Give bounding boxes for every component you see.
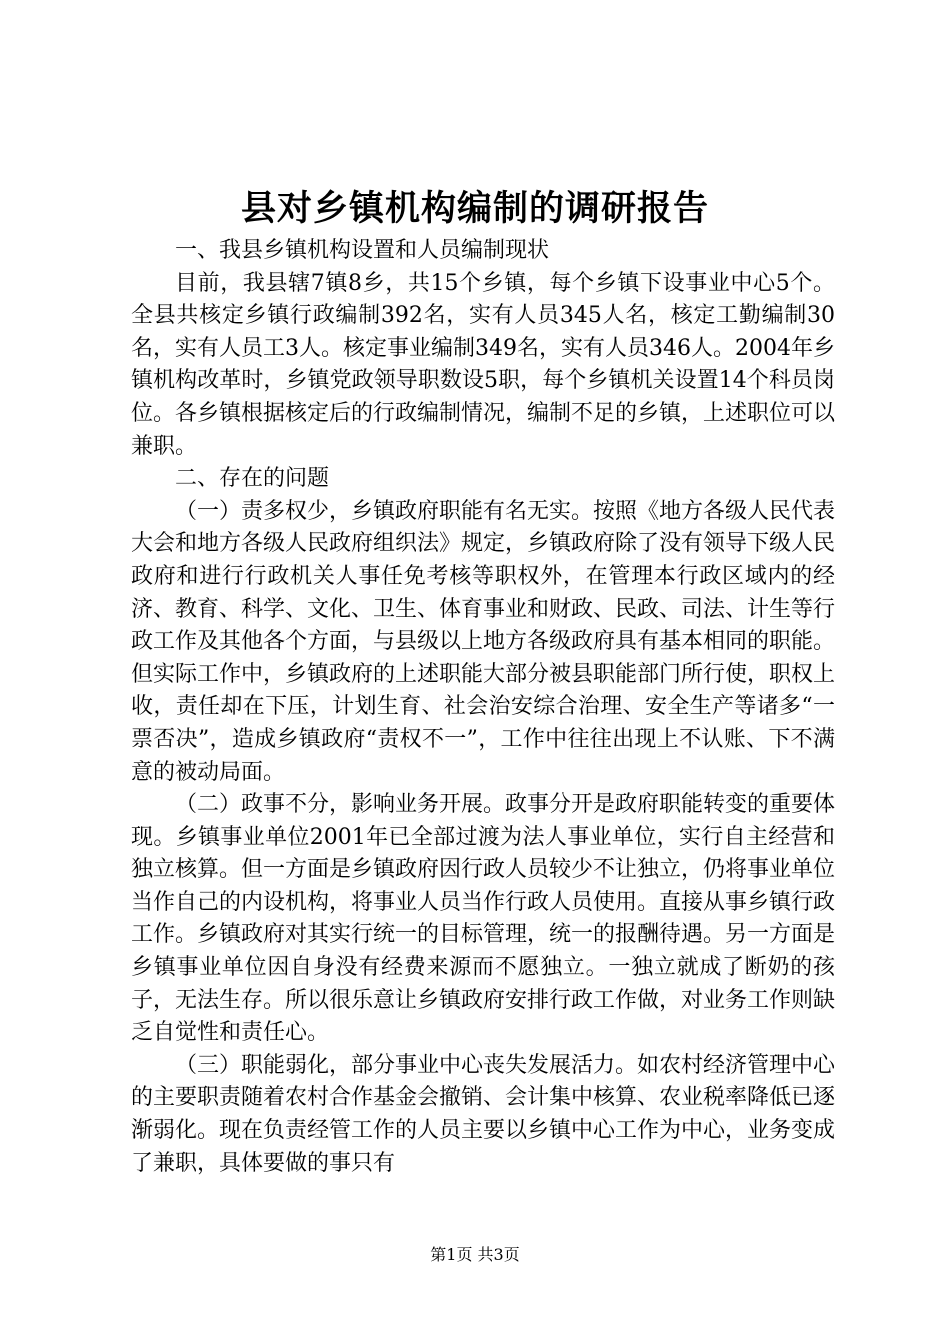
body-paragraph: （一）责多权少，乡镇政府职能有名无实。按照《地方各级人民代表大会和地方各级人民政府组织法》规定，乡镇政府除了没有领导下级人民政府和进行行政机关人事任免考核等职权外，在管理本行政区域内的经济、教育、科学、文化、卫生、体育事业和财政、民政、司法、计生等行政工作及其他各个方面，与县级以上地方各级政府具有基本相同的职能。但实际工作中，乡镇政府的上述职能大部分被县职能部门所行使，职权上收，责任却在下压，计划生育、社会治安综合治理、安全生产等诸多“一票否决”，造成乡镇政府“责权不一”，工作中往往出现上不认账、下不满意的被动局面。 xyxy=(131,498,836,785)
document-title: 县对乡镇机构编制的调研报告 xyxy=(240,188,709,229)
section-heading-2: 二、存在的问题 xyxy=(175,466,330,492)
body-paragraph: （二）政事不分，影响业务开展。政事分开是政府职能转变的重要体现。乡镇事业单位2001年已全部过渡为法人事业单位，实行自主经营和独立核算。但一方面是乡镇政府因行政人员较少不让独立，仍将事业单位当作自己的内设机构，将事业人员当作行政人员使用。直接从事乡镇行政工作。乡镇政府对其实行统一的目标管理，统一的报酬待遇。另一方面是乡镇事业单位因自身没有经费来源而不愿独立。一独立就成了断奶的孩子，无法生存。所以很乐意让乡镇政府安排行政工作做，对业务工作则缺乏自觉性和责任心。 xyxy=(131,792,836,1046)
document-body xyxy=(131,235,835,1180)
page-number-footer: 第1页 共3页 xyxy=(430,1245,520,1264)
section-heading-1: 一、我县乡镇机构设置和人员编制现状 xyxy=(175,238,550,263)
body-paragraph: （三）职能弱化，部分事业中心丧失发展活力。如农村经济管理中心的主要职责随着农村合作基金会撤销、会计集中核算、农业税率降低已逐渐弱化。现在负责经管工作的人员主要以乡镇中心工作为中心，业务变成了兼职，具体要做的事只有 xyxy=(131,1052,836,1176)
body-paragraph: 目前，我县辖7镇8乡，共15个乡镇，每个乡镇下设事业中心5个。全县共核定乡镇行政编制392名，实有人员345人名，核定工勤编制30名，实有人员工3人。核定事业编制349名，实有人员346人。2004年乡镇机构改革时，乡镇党政领导职数设5职，每个乡镇机关设置14个科员岗位。各乡镇根据核定后的行政编制情况，编制不足的乡镇，上述职位可以兼职。 xyxy=(131,270,836,459)
